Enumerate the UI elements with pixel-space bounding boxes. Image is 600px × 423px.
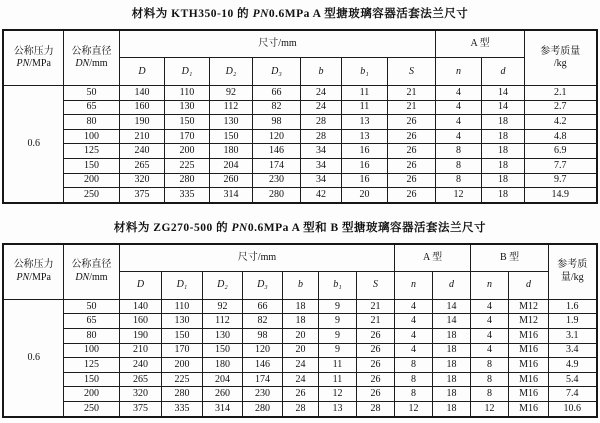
table-cell: 250 [63, 188, 119, 203]
table-cell: 14 [482, 86, 525, 101]
table-cell: 210 [119, 343, 161, 358]
col-header-b1: b₁ [341, 58, 387, 86]
table-cell: 34 [300, 158, 341, 173]
table-cell: 260 [209, 173, 252, 188]
table-cell: 120 [242, 343, 282, 358]
table-cell: 174 [252, 158, 300, 173]
table-cell: 375 [119, 188, 164, 203]
table-cell: 26 [356, 328, 394, 343]
table-cell: 4.9 [549, 358, 597, 373]
table-cell: 9 [318, 343, 356, 358]
table-cell: 28 [282, 401, 318, 416]
table-cell: 28 [300, 129, 341, 144]
col-header-mass: 参考质量 /kg [525, 30, 597, 86]
table-cell: 265 [119, 158, 164, 173]
table-cell: 335 [164, 188, 209, 203]
table-cell: 130 [202, 328, 242, 343]
table-cell: 314 [202, 401, 242, 416]
table-cell: 280 [164, 173, 209, 188]
col-header-S: S [356, 271, 394, 299]
table-cell: 210 [119, 129, 164, 144]
pressure-label-cn: 公称压力 [13, 259, 54, 271]
table-cell: 375 [119, 401, 161, 416]
table-cell: 50 [63, 86, 119, 101]
table-cell: 130 [164, 100, 209, 115]
table-cell: 18 [282, 314, 318, 329]
table-cell: 280 [242, 401, 282, 416]
table-cell: 9 [318, 314, 356, 329]
table-cell: 24 [282, 358, 318, 373]
flange-table-zg270-500 [2, 243, 597, 418]
table-row [3, 188, 596, 203]
table-cell: 92 [209, 86, 252, 101]
table-row [3, 86, 596, 101]
table-cell: 8 [436, 144, 482, 159]
table-cell: 240 [119, 144, 164, 159]
table-cell: 100 [63, 129, 119, 144]
table-cell: 18 [282, 299, 318, 314]
table-cell: 9 [318, 328, 356, 343]
table1-title-pre: 材料为 KTH350-10 的 [131, 8, 253, 20]
table-cell: 204 [202, 372, 242, 387]
col-header-b: b [282, 271, 318, 299]
table-cell: 3.1 [549, 328, 597, 343]
col-header-D: D [119, 271, 161, 299]
col-header-pressure [3, 244, 63, 300]
table-cell: 280 [161, 387, 202, 402]
col-header-b1: b₁ [318, 271, 356, 299]
table-cell: 20 [282, 328, 318, 343]
table-cell: 26 [387, 129, 435, 144]
table-cell: 204 [209, 158, 252, 173]
table-cell: 18 [482, 144, 525, 159]
table-cell: 170 [164, 129, 209, 144]
col-header-b: b [300, 58, 341, 86]
table-cell: 4 [395, 314, 433, 329]
col-header-D3: D₃ [252, 58, 300, 86]
table-cell: 150 [209, 129, 252, 144]
table-row [3, 100, 596, 115]
table-cell: 7.4 [549, 387, 597, 402]
table-cell: 11 [341, 86, 387, 101]
table-cell: 50 [63, 299, 119, 314]
table-cell: 12 [395, 401, 433, 416]
table-cell: 16 [341, 158, 387, 173]
table-cell: 250 [63, 401, 119, 416]
table-cell: 82 [242, 314, 282, 329]
table-row [3, 173, 596, 188]
table-cell: 4 [395, 328, 433, 343]
table-cell: 2.7 [525, 100, 597, 115]
table-cell: 200 [161, 358, 202, 373]
col-header-a-n: n [436, 58, 482, 86]
table-cell: 320 [119, 387, 161, 402]
table-cell: 200 [63, 387, 119, 402]
table-cell: 26 [356, 387, 394, 402]
table-cell: 21 [356, 299, 394, 314]
diameter-label-sym: DN/mm [75, 271, 108, 283]
table-cell: 21 [356, 314, 394, 329]
table-cell: 4.8 [525, 129, 597, 144]
table-cell: 190 [119, 328, 161, 343]
col-header-size-group: 尺寸/mm [119, 30, 435, 58]
table-row [3, 387, 596, 402]
table-cell: 80 [63, 115, 119, 130]
table-cell: 230 [252, 173, 300, 188]
col-header-a-d: d [433, 271, 471, 299]
table-cell: 26 [356, 343, 394, 358]
table1-title-pn: PN [252, 8, 269, 20]
table-cell: 112 [202, 314, 242, 329]
table-cell: 130 [209, 115, 252, 130]
table-cell: 4 [436, 86, 482, 101]
table-row [3, 129, 596, 144]
table-cell: 18 [482, 129, 525, 144]
table-cell: 100 [63, 343, 119, 358]
table-cell: 4 [471, 314, 509, 329]
table2-title-pn: PN [231, 221, 248, 234]
table-cell: 26 [387, 144, 435, 159]
table-row [3, 314, 596, 329]
table-cell: 8 [471, 372, 509, 387]
table-cell: 98 [242, 328, 282, 343]
table-cell: 65 [63, 100, 119, 115]
table-cell: 11 [341, 100, 387, 115]
table-cell: 9 [318, 299, 356, 314]
table-cell: M16 [509, 372, 549, 387]
table-cell: 11 [318, 358, 356, 373]
table-cell: 180 [202, 358, 242, 373]
flange-table-kth350-10 [2, 29, 597, 204]
table-cell: 225 [164, 158, 209, 173]
table-cell: 11 [318, 372, 356, 387]
table-cell: 150 [202, 343, 242, 358]
table-cell: 1.9 [549, 314, 597, 329]
table-cell: 24 [300, 86, 341, 101]
table-cell: 14.9 [525, 188, 597, 203]
col-header-b-d: d [509, 271, 549, 299]
col-header-D1: D₁ [164, 58, 209, 86]
table-cell: 14 [433, 299, 471, 314]
table-cell: 190 [119, 115, 164, 130]
table-cell: 314 [209, 188, 252, 203]
table1-body [3, 86, 596, 203]
table-cell: 146 [242, 358, 282, 373]
table-cell: 9.7 [525, 173, 597, 188]
table-cell: 16 [341, 144, 387, 159]
table-cell: 125 [63, 144, 119, 159]
table-cell: 12 [436, 188, 482, 203]
table-cell: 26 [387, 173, 435, 188]
table-cell: 200 [63, 173, 119, 188]
diameter-label-cn: 公称直径 [71, 259, 112, 271]
table-row [3, 358, 596, 373]
table-cell: M12 [509, 314, 549, 329]
table-cell: 66 [252, 86, 300, 101]
table-cell: 225 [161, 372, 202, 387]
col-header-pressure [3, 30, 63, 86]
diameter-label-cn: 公称直径 [71, 45, 112, 57]
table-cell: 65 [63, 314, 119, 329]
table-cell: 320 [119, 173, 164, 188]
table-cell: 12 [471, 401, 509, 416]
table-cell: 24 [300, 100, 341, 115]
table-cell: 4 [395, 299, 433, 314]
table-cell: 34 [300, 144, 341, 159]
table-cell: 4 [395, 343, 433, 358]
table-cell: 4.2 [525, 115, 597, 130]
table-cell: 18 [482, 115, 525, 130]
table-cell: 13 [341, 115, 387, 130]
col-header-S: S [387, 58, 435, 86]
col-header-D2: D₂ [202, 271, 242, 299]
table-cell: 13 [341, 129, 387, 144]
col-header-D1: D₁ [161, 271, 202, 299]
table-cell: 18 [482, 173, 525, 188]
table-row [3, 401, 596, 416]
table-cell: 10.6 [549, 401, 597, 416]
table-cell: 26 [282, 387, 318, 402]
pressure-label-sym: PN/MPa [16, 58, 51, 69]
table-cell: 26 [387, 158, 435, 173]
table-cell: 112 [209, 100, 252, 115]
table1-title-post: 0.6MPa A 型搪玻璃容器活套法兰尺寸 [268, 8, 469, 20]
table-cell: 110 [164, 86, 209, 101]
table-cell: 120 [252, 129, 300, 144]
table-cell: 21 [387, 100, 435, 115]
table2-title-pre: 材料为 ZG270-500 的 [113, 221, 232, 234]
table-cell: 18 [433, 387, 471, 402]
table-cell: 92 [202, 299, 242, 314]
table-cell: 5.4 [549, 372, 597, 387]
table-cell: 160 [119, 100, 164, 115]
col-header-mass: 参考质 量/kg [549, 244, 597, 300]
table-cell: 18 [433, 328, 471, 343]
table-cell: 8 [395, 358, 433, 373]
table-cell: 8 [471, 387, 509, 402]
table-cell: 18 [433, 343, 471, 358]
table-cell: 160 [119, 314, 161, 329]
table1-title [0, 7, 600, 21]
pressure-value-cell: 0.6 [3, 86, 63, 203]
table-cell: 170 [161, 343, 202, 358]
table-cell: 18 [482, 158, 525, 173]
table-cell: 26 [356, 372, 394, 387]
table-cell: 28 [356, 401, 394, 416]
table-cell: 12 [318, 387, 356, 402]
table-cell: 4 [471, 299, 509, 314]
table-cell: 14 [482, 100, 525, 115]
table-cell: 174 [242, 372, 282, 387]
table-cell: 146 [252, 144, 300, 159]
table-cell: 280 [252, 188, 300, 203]
table-cell: 98 [252, 115, 300, 130]
table-cell: 20 [341, 188, 387, 203]
col-header-a-n: n [395, 271, 433, 299]
table-cell: 150 [164, 115, 209, 130]
table2-body [3, 299, 596, 416]
table-cell: 4 [436, 115, 482, 130]
diameter-label-sym: DN/mm [75, 58, 108, 69]
table-cell: 150 [63, 158, 119, 173]
table-cell: 18 [433, 401, 471, 416]
col-header-size-group: 尺寸/mm [119, 244, 394, 272]
table-cell: 4 [436, 129, 482, 144]
table-row [3, 144, 596, 159]
table-cell: 110 [161, 299, 202, 314]
table-row [3, 158, 596, 173]
table-cell: 80 [63, 328, 119, 343]
pressure-label-cn: 公称压力 [13, 45, 54, 57]
table-cell: 26 [387, 188, 435, 203]
table-cell: 140 [119, 86, 164, 101]
col-header-type-b: B 型 [471, 244, 549, 272]
table-cell: M16 [509, 401, 549, 416]
table-cell: M16 [509, 343, 549, 358]
table-cell: 8 [471, 358, 509, 373]
table-row [3, 299, 596, 314]
table-cell: 13 [318, 401, 356, 416]
table-row [3, 372, 596, 387]
col-header-b-n: n [471, 271, 509, 299]
col-header-D2: D₂ [209, 58, 252, 86]
table-cell: 18 [433, 372, 471, 387]
table-cell: 18 [482, 188, 525, 203]
table-cell: 8 [436, 173, 482, 188]
col-header-diameter [63, 244, 119, 300]
table2-title [0, 221, 600, 235]
col-header-D3: D₃ [242, 271, 282, 299]
col-header-type-a: A 型 [395, 244, 471, 272]
table-cell: 260 [202, 387, 242, 402]
col-header-diameter [63, 30, 119, 86]
table-cell: 6.9 [525, 144, 597, 159]
table-cell: 8 [395, 387, 433, 402]
table-cell: 180 [209, 144, 252, 159]
table-cell: 14 [433, 314, 471, 329]
table-cell: 335 [161, 401, 202, 416]
table-cell: 21 [387, 86, 435, 101]
col-header-a-d: d [482, 58, 525, 86]
table-cell: 230 [242, 387, 282, 402]
table-cell: 82 [252, 100, 300, 115]
table-row [3, 343, 596, 358]
table-row [3, 328, 596, 343]
table-cell: 240 [119, 358, 161, 373]
table-cell: M12 [509, 299, 549, 314]
table-cell: 140 [119, 299, 161, 314]
table-cell: 8 [395, 372, 433, 387]
table-cell: 66 [242, 299, 282, 314]
table-cell: 42 [300, 188, 341, 203]
table-cell: 125 [63, 358, 119, 373]
pressure-label-sym: PN/MPa [16, 271, 51, 283]
table-cell: 4 [471, 328, 509, 343]
table-cell: 4 [436, 100, 482, 115]
col-header-type-a: A 型 [436, 30, 525, 58]
col-header-D: D [119, 58, 164, 86]
table-cell: 16 [341, 173, 387, 188]
table-cell: 265 [119, 372, 161, 387]
table-cell: 1.6 [549, 299, 597, 314]
table-row [3, 115, 596, 130]
table-cell: 2.1 [525, 86, 597, 101]
table-cell: 18 [433, 358, 471, 373]
table-cell: 150 [161, 328, 202, 343]
table-cell: M16 [509, 328, 549, 343]
pressure-value-cell: 0.6 [3, 299, 63, 416]
table-cell: 8 [436, 158, 482, 173]
table-cell: 7.7 [525, 158, 597, 173]
table-cell: 130 [161, 314, 202, 329]
table-cell: M16 [509, 358, 549, 373]
table-cell: 34 [300, 173, 341, 188]
table-cell: 3.4 [549, 343, 597, 358]
table-cell: 24 [282, 372, 318, 387]
table-cell: 200 [164, 144, 209, 159]
table-cell: 26 [356, 358, 394, 373]
table-cell: 20 [282, 343, 318, 358]
table-cell: 4 [471, 343, 509, 358]
table-cell: 28 [300, 115, 341, 130]
table-cell: 26 [387, 115, 435, 130]
table-cell: M16 [509, 387, 549, 402]
table2-title-post: 0.6MPa A 型和 B 型搪玻璃容器活套法兰尺寸 [247, 221, 487, 234]
table-cell: 150 [63, 372, 119, 387]
